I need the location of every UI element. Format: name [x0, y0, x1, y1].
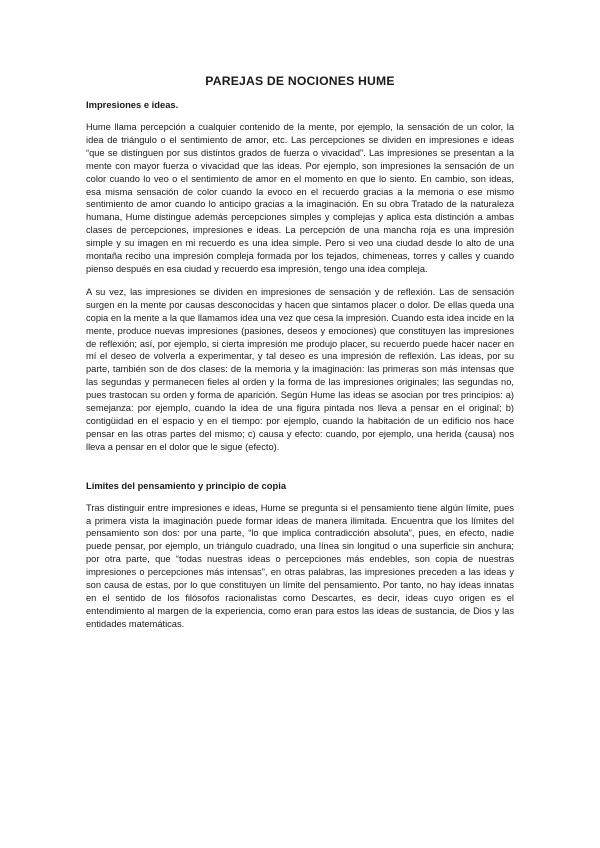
document-body	[86, 74, 514, 641]
paragraph-limites: Tras distinguir entre impresiones e ideas, Hume se pregunta si el pensamiento tiene algún límite, pues a primera vista la imaginación puede formar ideas de manera ilimitada. Encuentra que los límites del pensamiento son dos: por una parte, “lo que implica contradicción absoluta”, pues, en efecto, nadie puede pensar, por ejemplo, un triángulo cuadrado, una línea sin longitud o una superficie sin anchura; por otra parte, que “todas nuestras ideas o percepciones más endebles, son copia de nuestras impresiones o percepciones más intensas”, en otras palabras, las impresiones preceden a las ideas y son causa de estas, por lo que constituyen un límite del pensamiento. Por tanto, no hay ideas innatas en el sentido de los filósofos racionalistas como Descartes, es decir, ideas cuyo origen es el entendimiento al margen de la experiencia, como eran para estos las ideas de sustancia, de Dios y las entidades matemáticas.	[86, 502, 514, 629]
document-title: PAREJAS DE NOCIONES HUME	[205, 74, 395, 88]
paragraph-percepcion: Hume llama percepción a cualquier contenido de la mente, por ejemplo, la sensación de un color, la idea de triángulo o el sentimiento de amor, etc. Las percepciones se dividen en impresiones e ideas “que se distinguen por sus distintos grados de fuerza o vivacidad”. Las impresiones se presentan a la mente con mayor fuerza o vivacidad que las ideas. Por ejemplo, son impresiones la sensación de un color cuando lo veo o el sentimiento de amor en el momento en que lo siento. En cambio, son ideas, esa misma sensación de color cuando la evoco en el recuerdo gracias a la memoria o ese mismo sentimiento de amor cuando lo anticipo gracias a la imaginación. En su obra Tratado de la naturaleza humana, Hume distingue además percepciones simples y complejas y aplica esta distinción a ambas clases de percepciones, impresiones e ideas. La percepción de una mancha roja es una impresión simple y su imagen en mi recuerdo es una idea simple. Pero si veo una ciudad desde lo alto de una montaña recibo una impresión compleja formada por los tejados, chimeneas, torres y calles y cuando pienso después en esa ciudad y recuerdo esa impresión, tengo una idea compleja.	[86, 122, 514, 274]
paragraph-sensacion-reflexion: A su vez, las impresiones se dividen en impresiones de sensación y de reflexión. Las de sensación surgen en la mente por causas desconocidas y hacen que sintamos placer o dolor. De ellas queda una copia en la mente a la que llamamos idea una vez que cesa la impresión. Cuando esta idea incide en la mente, produce nuevas impresiones (pasiones, deseos y emociones) que constituyen las impresiones de reflexión; así, por ejemplo, si cierta impresión me produjo placer, su recuerdo puede hacer nacer en mí el deseo de volverla a experimentar, y tal deseo es una impresión de reflexión. Las ideas, por su parte, también son de dos clases: de la memoria y la imaginación: las primeras son más intensas que las segundas y permanecen fieles al orden y la forma de las impresiones originales; las segundas no, pues trastocan su orden y forma de aparición. Según Hume las ideas se asocian por tres principios: a) semejanza: por ejemplo, cuando la idea de una figura pintada nos lleva a pensar en el original; b) contigüidad en el espacio y en el tiempo: por ejemplo, cuando la habitación de un edificio nos hace pensar en las otras partes del mismo; c) causa y efecto: cuando, por ejemplo, una herida (causa) nos lleva a pensar en el dolor que le sigue (efecto).	[86, 286, 514, 452]
section-heading-impresiones: Impresiones e ideas.	[86, 99, 179, 110]
section-heading-limites: Límites del pensamiento y principio de copia	[86, 479, 287, 491]
